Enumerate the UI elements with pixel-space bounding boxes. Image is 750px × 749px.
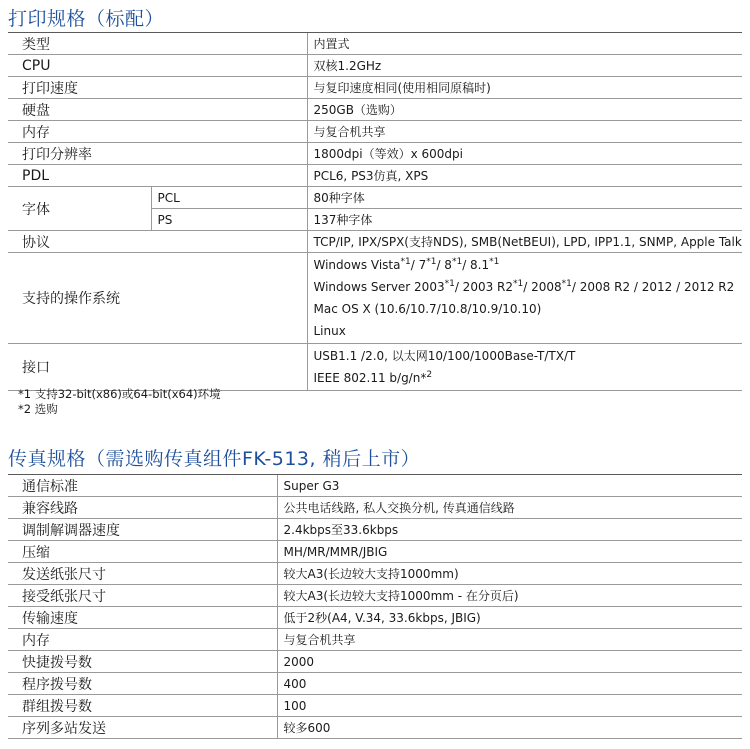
fax-row (8, 673, 742, 695)
spec-value-interface (307, 344, 742, 391)
spec-value: 80种字体 (307, 187, 742, 209)
fax-row (8, 585, 742, 607)
spec-value: 100 (277, 695, 742, 717)
spec-row-interface (8, 344, 742, 391)
spec-label: 接受纸张尺寸 (8, 585, 277, 607)
spec-label: 类型 (8, 33, 307, 55)
spec-label: 序列多站发送 (8, 717, 277, 739)
spec-label: 协议 (8, 231, 307, 253)
spec-value: 与复印速度相同(使用相同原稿时) (307, 77, 742, 99)
spec-label: 内存 (8, 629, 277, 651)
spec-label: 传输速度 (8, 607, 277, 629)
spec-label: 群组拨号数 (8, 695, 277, 717)
fax-row (8, 651, 742, 673)
spec-value: 较大A3(长边较大支持1000mm) (277, 563, 742, 585)
spec-label: 支持的操作系统 (8, 253, 307, 344)
spec-label: PDL (8, 165, 307, 187)
fax-row (8, 497, 742, 519)
spec-row-protocol (8, 231, 742, 253)
spec-row-memory (8, 121, 742, 143)
spec-row-print-speed (8, 77, 742, 99)
spec-label: 程序拨号数 (8, 673, 277, 695)
spec-value: 低于2秒(A4, V.34, 33.6kbps, JBIG) (277, 607, 742, 629)
os-windows-vista: Windows Vista$^{*1}$/ 7$^{*1}$/ 8$^{*1}$/ 8.1$^{*1}$ (313, 257, 500, 272)
spec-value: 与复合机共享 (277, 629, 742, 651)
spec-label: 调制解调器速度 (8, 519, 277, 541)
spec-value-os (307, 253, 742, 344)
spec-label: 字体 (8, 187, 151, 231)
spec-row-resolution (8, 143, 742, 165)
spec-label: CPU (8, 55, 307, 77)
fax-spec-table (8, 474, 742, 739)
spec-label: 发送纸张尺寸 (8, 563, 277, 585)
print-spec-table (8, 32, 742, 391)
spec-row-cpu (8, 55, 742, 77)
spec-value: 与复合机共享 (307, 121, 742, 143)
os-windows-server: Windows Server 2003$^{*1}$/ 2003 R2$^{*1}$/ 2008$^{*1}$/ 2008 R2 / 2012 / 2012 R2 (313, 279, 735, 294)
spec-value: 内置式 (307, 33, 742, 55)
footnote-2: *2 选购 (18, 402, 58, 416)
spec-label: 打印速度 (8, 77, 307, 99)
print-footnotes (18, 387, 221, 417)
spec-label: 压缩 (8, 541, 277, 563)
spec-row-pdl (8, 165, 742, 187)
spec-value: 较大A3(长边较大支持1000mm - 在分页后) (277, 585, 742, 607)
spec-row-hdd (8, 99, 742, 121)
spec-value: MH/MR/MMR/JBIG (277, 541, 742, 563)
fax-row (8, 519, 742, 541)
spec-label: 通信标准 (8, 475, 277, 497)
spec-value: 2.4kbps至33.6kbps (277, 519, 742, 541)
fax-row (8, 717, 742, 739)
fax-row (8, 607, 742, 629)
print-spec-title: 打印规格（标配） (8, 8, 165, 30)
spec-row-type (8, 33, 742, 55)
spec-value: 公共电话线路, 私人交换分机, 传真通信线路 (277, 497, 742, 519)
spec-value: 2000 (277, 651, 742, 673)
spec-label: 内存 (8, 121, 307, 143)
spec-label: 兼容线路 (8, 497, 277, 519)
os-mac: Mac OS X (10.6/10.7/10.8/10.9/10.10) (313, 302, 542, 316)
spec-value: TCP/IP, IPX/SPX(支持NDS), SMB(NetBEUI), LPD, IPP1.1, SNMP, Apple Talk (307, 231, 742, 253)
fax-row (8, 541, 742, 563)
fax-row (8, 695, 742, 717)
spec-value: 较多600 (277, 717, 742, 739)
interface-line-wifi: IEEE 802.11 b/g/n*$^2$ (313, 370, 433, 385)
fax-row (8, 563, 742, 585)
spec-value: Super G3 (277, 475, 742, 497)
spec-row-font-pcl (8, 187, 742, 209)
fax-row (8, 475, 742, 497)
spec-value: 双核1.2GHz (307, 55, 742, 77)
fax-row (8, 629, 742, 651)
spec-value: 137种字体 (307, 209, 742, 231)
footnote-1: *1 支持32-bit(x86)或64-bit(x64)环境 (18, 387, 221, 401)
spec-label: 接口 (8, 344, 307, 391)
interface-line-usb: USB1.1 /2.0, 以太网10/100/1000Base-T/TX/T (313, 349, 576, 363)
spec-row-os (8, 253, 742, 344)
spec-value: 250GB（选购） (307, 99, 742, 121)
os-linux: Linux (313, 324, 346, 338)
spec-sublabel: PS (151, 209, 307, 231)
spec-value: 1800dpi（等效）x 600dpi (307, 143, 742, 165)
spec-sublabel: PCL (151, 187, 307, 209)
fax-spec-title: 传真规格（需选购传真组件FK-513, 稍后上市） (8, 448, 421, 470)
spec-label: 打印分辨率 (8, 143, 307, 165)
spec-value: 400 (277, 673, 742, 695)
spec-value: PCL6, PS3仿真, XPS (307, 165, 742, 187)
spec-label: 快捷拨号数 (8, 651, 277, 673)
spec-label: 硬盘 (8, 99, 307, 121)
